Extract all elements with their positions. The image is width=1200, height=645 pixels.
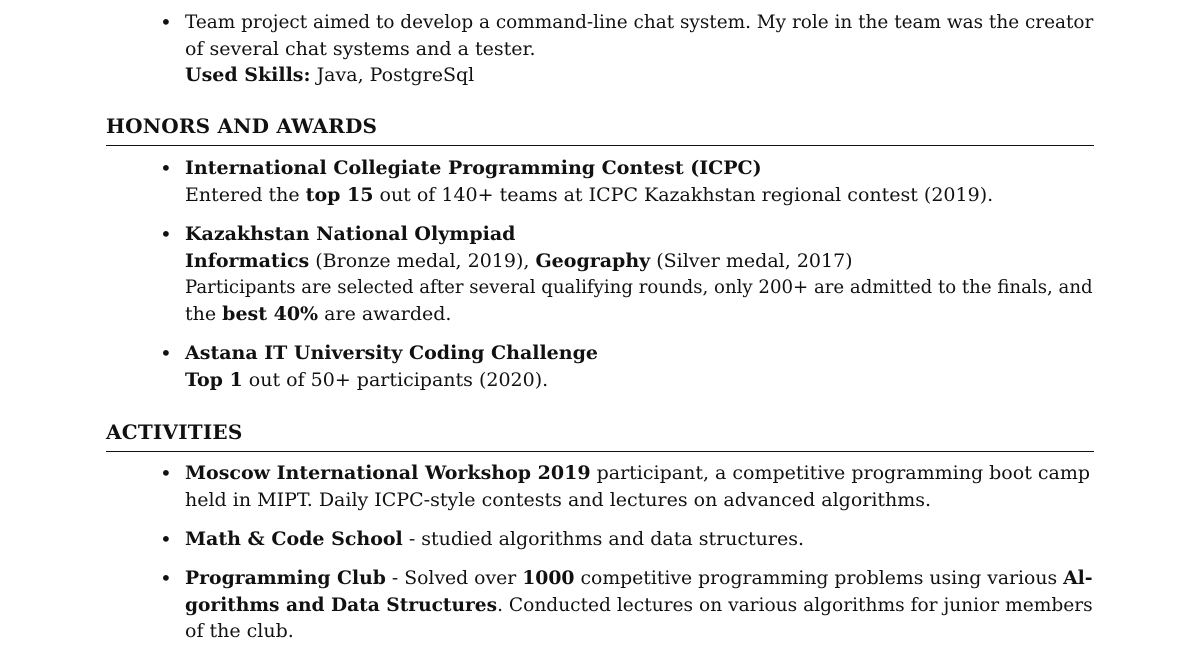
honor-description: Participants are selected after several qualifying rounds, only 200+ are admitted to the finals, and	[185, 276, 1093, 298]
bullet-icon: •	[160, 527, 172, 551]
honor-desc-post: out of 140+ teams at ICPC Kazakhstan regional contest (2019).	[373, 183, 994, 206]
honor-title: Astana IT University Coding Challenge	[185, 342, 598, 364]
honor-text	[185, 221, 1093, 327]
honor-description-2	[185, 301, 1093, 328]
honor-title: International Collegiate Programming Contest (ICPC)	[185, 157, 762, 179]
activity-line-1	[185, 565, 1093, 592]
activity-line-2: held in MIPT. Daily ICPC-style contests and lectures on advanced algorithms.	[185, 488, 932, 511]
activity-desc: . Conducted lectures on various algorithms for junior members	[497, 593, 1093, 616]
honor-description	[185, 182, 1093, 209]
bullet-icon: •	[160, 341, 172, 365]
honor-title: Kazakhstan National Olympiad	[185, 223, 516, 245]
subject-informatics: Informatics	[185, 249, 310, 272]
activity-desc-bold: Al-	[1063, 567, 1093, 589]
activity-title: Math & Code School	[185, 528, 403, 550]
honors-heading: HONORS AND AWARDS	[106, 114, 378, 138]
honor-desc-pre: the	[185, 302, 223, 325]
honors-rule	[106, 145, 1094, 146]
activity-line-1	[185, 526, 1093, 553]
activity-title: Moscow International Workshop 2019	[185, 462, 591, 484]
skills-label: Used Skills:	[185, 64, 311, 86]
subject-geography-detail: (Silver medal, 2017)	[650, 249, 853, 272]
honor-desc-pre: Entered the	[185, 183, 306, 206]
project-description	[185, 9, 1093, 89]
honor-desc-post: out of 50+ participants (2020).	[242, 368, 549, 391]
honor-text	[185, 340, 1093, 393]
activity-line-2	[185, 592, 1093, 619]
activity-line-1	[185, 460, 1093, 487]
activity-desc: - studied algorithms and data structures.	[402, 528, 805, 550]
honor-desc-bold: Top 1	[185, 368, 243, 391]
honor-desc-bold: best 40%	[222, 302, 319, 325]
bullet-icon: •	[160, 461, 172, 485]
bullet-icon: •	[160, 156, 172, 180]
project-skills	[185, 62, 1093, 89]
activity-title: Programming Club	[185, 567, 386, 589]
subject-informatics-detail: (Bronze medal, 2019),	[309, 249, 536, 272]
activity-desc: - Solved over	[385, 567, 523, 589]
bullet-icon: •	[160, 10, 172, 34]
honor-desc-post: are awarded.	[318, 302, 452, 325]
activity-desc-bold: 1000	[522, 567, 575, 589]
project-line-2: of several chat systems and a tester.	[185, 37, 536, 60]
honor-description	[185, 367, 1093, 394]
skills-value: Java, PostgreSql	[316, 64, 475, 86]
activities-rule	[106, 451, 1094, 452]
bullet-icon: •	[160, 566, 172, 590]
subject-geography: Geography	[535, 249, 651, 272]
honor-text	[185, 155, 1093, 208]
honor-desc-bold: top 15	[305, 183, 374, 206]
activity-line-3: of the club.	[185, 620, 294, 642]
honor-subjects	[185, 248, 1093, 275]
activity-desc: competitive programming problems using various	[574, 567, 1064, 589]
activities-heading: ACTIVITIES	[106, 420, 243, 444]
project-line-1: Team project aimed to develop a command-line chat system. My role in the team was the creator	[185, 11, 1094, 33]
bullet-icon: •	[160, 222, 172, 246]
activity-text	[185, 460, 1093, 513]
activity-text	[185, 526, 1093, 553]
activity-desc-bold: gorithms and Data Structures	[185, 593, 498, 616]
activity-desc: participant, a competitive programming boot camp	[590, 462, 1091, 484]
activity-text	[185, 565, 1093, 645]
